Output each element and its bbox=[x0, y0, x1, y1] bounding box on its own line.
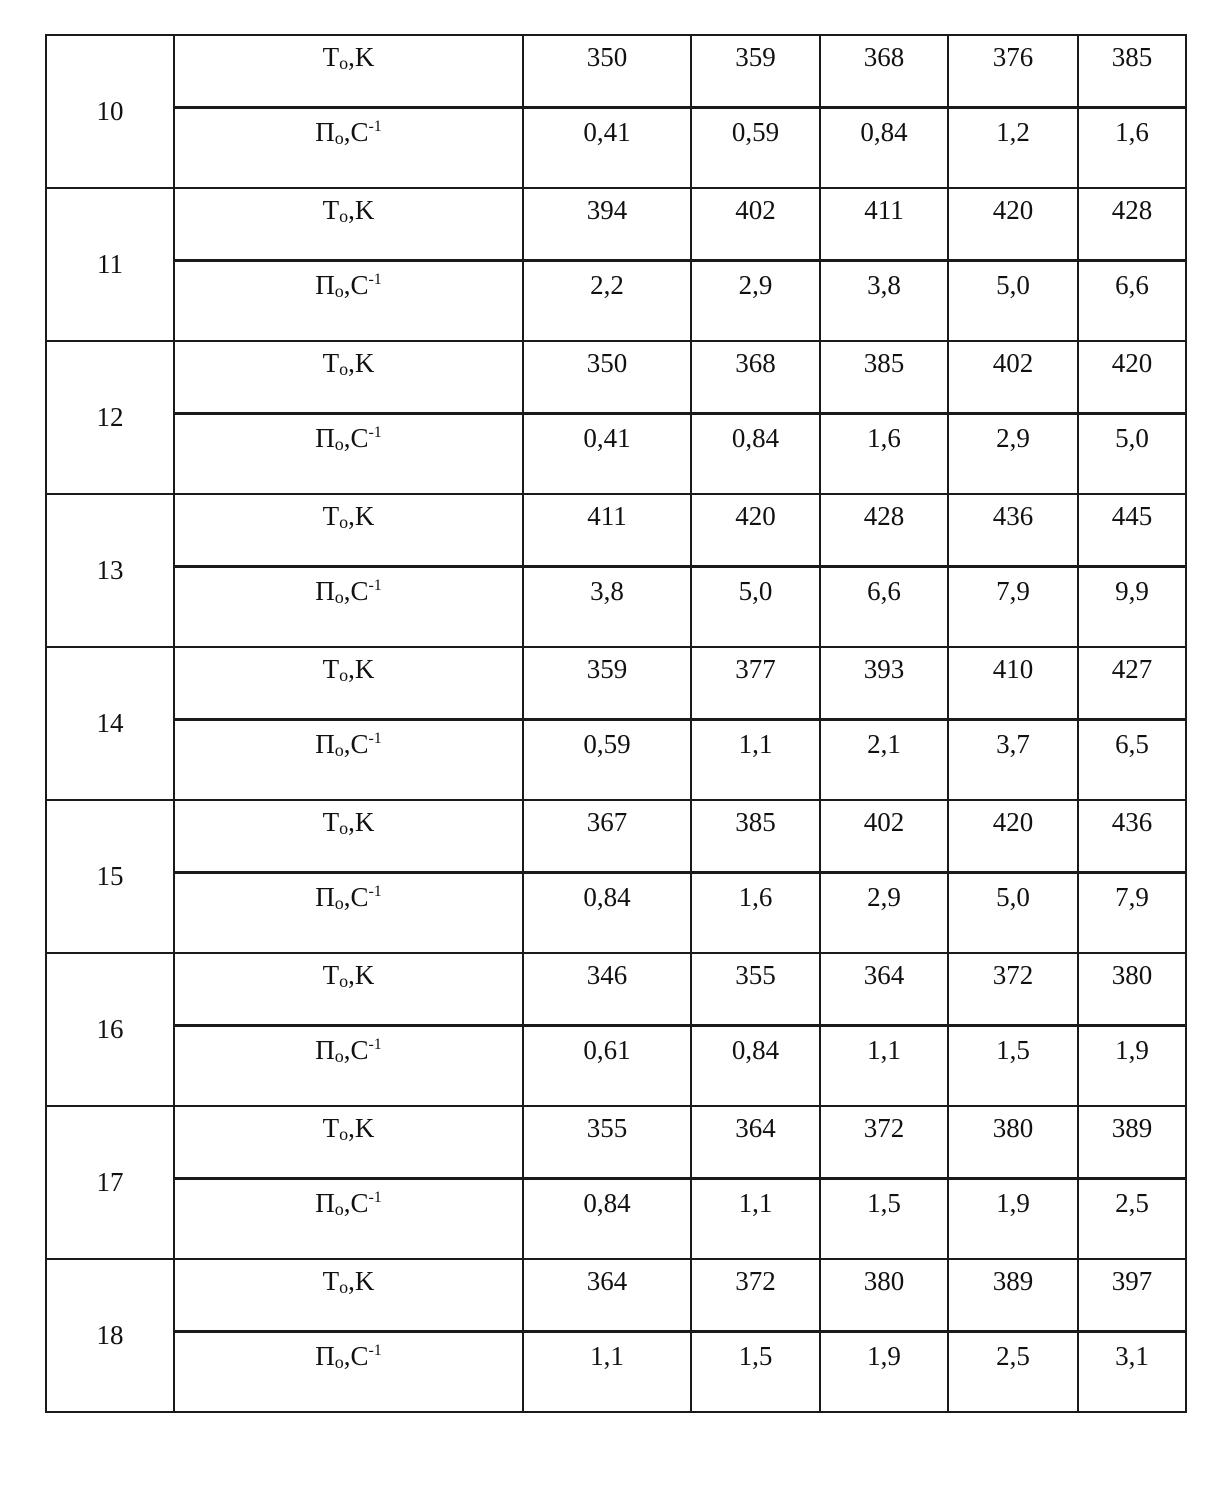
temperature-symbol: T bbox=[322, 654, 340, 684]
temperature-subscript: o bbox=[339, 359, 349, 379]
temperature-value: 376 bbox=[948, 35, 1078, 107]
table-row-temperature bbox=[46, 35, 1186, 107]
temperature-unit: ,K bbox=[348, 807, 375, 837]
temperature-subscript: o bbox=[339, 1277, 349, 1297]
rate-value: 1,9 bbox=[820, 1331, 948, 1412]
rate-unit: ,C bbox=[343, 575, 369, 606]
rate-label bbox=[174, 872, 523, 953]
variant-number: 18 bbox=[46, 1259, 174, 1412]
temperature-label bbox=[174, 341, 523, 413]
temperature-value: 420 bbox=[1078, 341, 1186, 413]
variant-number: 10 bbox=[46, 35, 174, 188]
table-row-temperature bbox=[46, 1259, 1186, 1331]
rate-value: 0,84 bbox=[523, 1178, 691, 1259]
table-row-temperature bbox=[46, 800, 1186, 872]
rate-symbol: П bbox=[315, 269, 335, 300]
rate-superscript: -1 bbox=[368, 270, 382, 288]
temperature-value: 411 bbox=[820, 188, 948, 260]
temperature-symbol: T bbox=[322, 42, 340, 72]
table-row-temperature bbox=[46, 647, 1186, 719]
temperature-value: 428 bbox=[820, 494, 948, 566]
temperature-unit: ,K bbox=[348, 960, 375, 990]
variant-number: 11 bbox=[46, 188, 174, 341]
temperature-label bbox=[174, 494, 523, 566]
rate-label bbox=[174, 1331, 523, 1412]
temperature-symbol: T bbox=[322, 807, 340, 837]
temperature-value: 364 bbox=[820, 953, 948, 1025]
temperature-subscript: o bbox=[339, 206, 349, 226]
rate-value: 1,1 bbox=[820, 1025, 948, 1106]
rate-value: 5,0 bbox=[948, 872, 1078, 953]
variant-number: 17 bbox=[46, 1106, 174, 1259]
rate-subscript: o bbox=[334, 1045, 344, 1066]
temperature-value: 402 bbox=[820, 800, 948, 872]
temperature-symbol: T bbox=[322, 1266, 340, 1296]
rate-value: 3,8 bbox=[820, 260, 948, 341]
rate-value: 2,9 bbox=[948, 413, 1078, 494]
rate-value: 1,1 bbox=[523, 1331, 691, 1412]
temperature-value: 368 bbox=[691, 341, 820, 413]
rate-value: 1,6 bbox=[820, 413, 948, 494]
rate-unit: ,C bbox=[343, 881, 369, 912]
table-row-temperature bbox=[46, 1106, 1186, 1178]
temperature-value: 411 bbox=[523, 494, 691, 566]
rate-value: 0,61 bbox=[523, 1025, 691, 1106]
temperature-unit: ,K bbox=[348, 1113, 375, 1143]
rate-label bbox=[174, 719, 523, 800]
rate-value: 2,5 bbox=[1078, 1178, 1186, 1259]
temperature-value: 428 bbox=[1078, 188, 1186, 260]
rate-value: 1,1 bbox=[691, 1178, 820, 1259]
rate-label bbox=[174, 1025, 523, 1106]
temperature-value: 368 bbox=[820, 35, 948, 107]
temperature-value: 445 bbox=[1078, 494, 1186, 566]
temperature-value: 385 bbox=[691, 800, 820, 872]
temperature-subscript: o bbox=[339, 512, 349, 532]
rate-symbol: П bbox=[315, 422, 335, 453]
rate-value: 5,0 bbox=[1078, 413, 1186, 494]
rate-symbol: П bbox=[315, 575, 335, 606]
rate-superscript: -1 bbox=[368, 729, 382, 747]
rate-unit: ,C bbox=[343, 1340, 369, 1371]
temperature-label bbox=[174, 800, 523, 872]
temperature-unit: ,K bbox=[348, 348, 375, 378]
rate-value: 1,5 bbox=[948, 1025, 1078, 1106]
temperature-value: 385 bbox=[1078, 35, 1186, 107]
rate-unit: ,C bbox=[343, 269, 369, 300]
rate-superscript: -1 bbox=[368, 117, 382, 135]
temperature-value: 410 bbox=[948, 647, 1078, 719]
temperature-value: 436 bbox=[1078, 800, 1186, 872]
temperature-value: 350 bbox=[523, 35, 691, 107]
table-row-rate bbox=[46, 872, 1186, 953]
temperature-value: 364 bbox=[523, 1259, 691, 1331]
rate-value: 2,9 bbox=[691, 260, 820, 341]
temperature-value: 359 bbox=[523, 647, 691, 719]
rate-value: 1,6 bbox=[1078, 107, 1186, 188]
variant-number: 13 bbox=[46, 494, 174, 647]
rate-symbol: П bbox=[315, 728, 335, 759]
variant-number: 16 bbox=[46, 953, 174, 1106]
temperature-subscript: o bbox=[339, 53, 349, 73]
temperature-value: 372 bbox=[691, 1259, 820, 1331]
temperature-subscript: o bbox=[339, 1124, 349, 1144]
temperature-value: 380 bbox=[820, 1259, 948, 1331]
temperature-label bbox=[174, 188, 523, 260]
rate-unit: ,C bbox=[343, 1187, 369, 1218]
temperature-value: 436 bbox=[948, 494, 1078, 566]
temperature-symbol: T bbox=[322, 195, 340, 225]
temperature-value: 355 bbox=[523, 1106, 691, 1178]
rate-label bbox=[174, 566, 523, 647]
temperature-value: 389 bbox=[1078, 1106, 1186, 1178]
table-body bbox=[46, 35, 1186, 1412]
temperature-subscript: o bbox=[339, 971, 349, 991]
table-row-rate bbox=[46, 719, 1186, 800]
rate-superscript: -1 bbox=[368, 882, 382, 900]
variant-number: 14 bbox=[46, 647, 174, 800]
temperature-value: 402 bbox=[948, 341, 1078, 413]
temperature-label bbox=[174, 1106, 523, 1178]
temperature-symbol: T bbox=[322, 348, 340, 378]
temperature-value: 359 bbox=[691, 35, 820, 107]
rate-value: 1,5 bbox=[820, 1178, 948, 1259]
temperature-value: 346 bbox=[523, 953, 691, 1025]
rate-unit: ,C bbox=[343, 728, 369, 759]
temperature-subscript: o bbox=[339, 665, 349, 685]
rate-value: 1,2 bbox=[948, 107, 1078, 188]
rate-value: 1,5 bbox=[691, 1331, 820, 1412]
rate-value: 2,1 bbox=[820, 719, 948, 800]
rate-subscript: o bbox=[334, 1198, 344, 1219]
rate-value: 0,41 bbox=[523, 107, 691, 188]
rate-subscript: o bbox=[334, 433, 344, 454]
rate-unit: ,C bbox=[343, 422, 369, 453]
rate-value: 0,84 bbox=[691, 1025, 820, 1106]
table-row-temperature bbox=[46, 494, 1186, 566]
temperature-value: 385 bbox=[820, 341, 948, 413]
temperature-label bbox=[174, 953, 523, 1025]
rate-value: 0,59 bbox=[691, 107, 820, 188]
rate-label bbox=[174, 107, 523, 188]
rate-superscript: -1 bbox=[368, 1188, 382, 1206]
variant-number: 12 bbox=[46, 341, 174, 494]
rate-value: 3,8 bbox=[523, 566, 691, 647]
temperature-unit: ,K bbox=[348, 42, 375, 72]
rate-subscript: o bbox=[334, 1351, 344, 1372]
rate-value: 6,6 bbox=[1078, 260, 1186, 341]
temperature-label bbox=[174, 647, 523, 719]
rate-value: 6,5 bbox=[1078, 719, 1186, 800]
rate-superscript: -1 bbox=[368, 1035, 382, 1053]
temperature-value: 380 bbox=[948, 1106, 1078, 1178]
table-row-rate bbox=[46, 1025, 1186, 1106]
temperature-unit: ,K bbox=[348, 1266, 375, 1296]
rate-value: 0,59 bbox=[523, 719, 691, 800]
temperature-value: 364 bbox=[691, 1106, 820, 1178]
temperature-value: 420 bbox=[691, 494, 820, 566]
rate-subscript: o bbox=[334, 739, 344, 760]
table-row-rate bbox=[46, 260, 1186, 341]
table-row-temperature bbox=[46, 953, 1186, 1025]
rate-symbol: П bbox=[315, 116, 335, 147]
table-row-temperature bbox=[46, 188, 1186, 260]
rate-value: 1,6 bbox=[691, 872, 820, 953]
temperature-subscript: o bbox=[339, 818, 349, 838]
rate-label bbox=[174, 1178, 523, 1259]
temperature-value: 372 bbox=[820, 1106, 948, 1178]
variant-number: 15 bbox=[46, 800, 174, 953]
temperature-symbol: T bbox=[322, 501, 340, 531]
rate-value: 2,2 bbox=[523, 260, 691, 341]
table-row-rate bbox=[46, 1331, 1186, 1412]
rate-value: 2,5 bbox=[948, 1331, 1078, 1412]
rate-unit: ,C bbox=[343, 116, 369, 147]
rate-superscript: -1 bbox=[368, 1341, 382, 1359]
rate-value: 1,1 bbox=[691, 719, 820, 800]
rate-value: 7,9 bbox=[948, 566, 1078, 647]
rate-value: 2,9 bbox=[820, 872, 948, 953]
rate-value: 1,9 bbox=[1078, 1025, 1186, 1106]
temperature-value: 355 bbox=[691, 953, 820, 1025]
rate-unit: ,C bbox=[343, 1034, 369, 1065]
temperature-value: 420 bbox=[948, 800, 1078, 872]
rate-value: 7,9 bbox=[1078, 872, 1186, 953]
rate-value: 0,84 bbox=[523, 872, 691, 953]
rate-value: 0,84 bbox=[820, 107, 948, 188]
temperature-symbol: T bbox=[322, 1113, 340, 1143]
temperature-value: 380 bbox=[1078, 953, 1186, 1025]
rate-value: 0,84 bbox=[691, 413, 820, 494]
rate-value: 0,41 bbox=[523, 413, 691, 494]
rate-label bbox=[174, 260, 523, 341]
temperature-value: 420 bbox=[948, 188, 1078, 260]
temperature-value: 402 bbox=[691, 188, 820, 260]
table-row-rate bbox=[46, 107, 1186, 188]
rate-value: 5,0 bbox=[691, 566, 820, 647]
rate-subscript: o bbox=[334, 127, 344, 148]
temperature-value: 377 bbox=[691, 647, 820, 719]
rate-value: 5,0 bbox=[948, 260, 1078, 341]
rate-label bbox=[174, 413, 523, 494]
temperature-value: 367 bbox=[523, 800, 691, 872]
rate-subscript: o bbox=[334, 892, 344, 913]
temperature-unit: ,K bbox=[348, 195, 375, 225]
table-row-rate bbox=[46, 413, 1186, 494]
temperature-symbol: T bbox=[322, 960, 340, 990]
table-row-rate bbox=[46, 566, 1186, 647]
rate-subscript: o bbox=[334, 280, 344, 301]
temperature-unit: ,K bbox=[348, 654, 375, 684]
rate-subscript: o bbox=[334, 586, 344, 607]
temperature-label bbox=[174, 1259, 523, 1331]
rate-value: 3,7 bbox=[948, 719, 1078, 800]
rate-value: 1,9 bbox=[948, 1178, 1078, 1259]
temperature-value: 372 bbox=[948, 953, 1078, 1025]
temperature-value: 393 bbox=[820, 647, 948, 719]
rate-symbol: П bbox=[315, 881, 335, 912]
temperature-value: 427 bbox=[1078, 647, 1186, 719]
temperature-value: 397 bbox=[1078, 1259, 1186, 1331]
data-table bbox=[45, 34, 1187, 1413]
temperature-value: 394 bbox=[523, 188, 691, 260]
rate-symbol: П bbox=[315, 1340, 335, 1371]
rate-value: 9,9 bbox=[1078, 566, 1186, 647]
rate-superscript: -1 bbox=[368, 576, 382, 594]
rate-symbol: П bbox=[315, 1187, 335, 1218]
rate-value: 3,1 bbox=[1078, 1331, 1186, 1412]
table-row-rate bbox=[46, 1178, 1186, 1259]
temperature-value: 389 bbox=[948, 1259, 1078, 1331]
temperature-label bbox=[174, 35, 523, 107]
temperature-unit: ,K bbox=[348, 501, 375, 531]
rate-symbol: П bbox=[315, 1034, 335, 1065]
temperature-value: 350 bbox=[523, 341, 691, 413]
table-row-temperature bbox=[46, 341, 1186, 413]
rate-superscript: -1 bbox=[368, 423, 382, 441]
rate-value: 6,6 bbox=[820, 566, 948, 647]
